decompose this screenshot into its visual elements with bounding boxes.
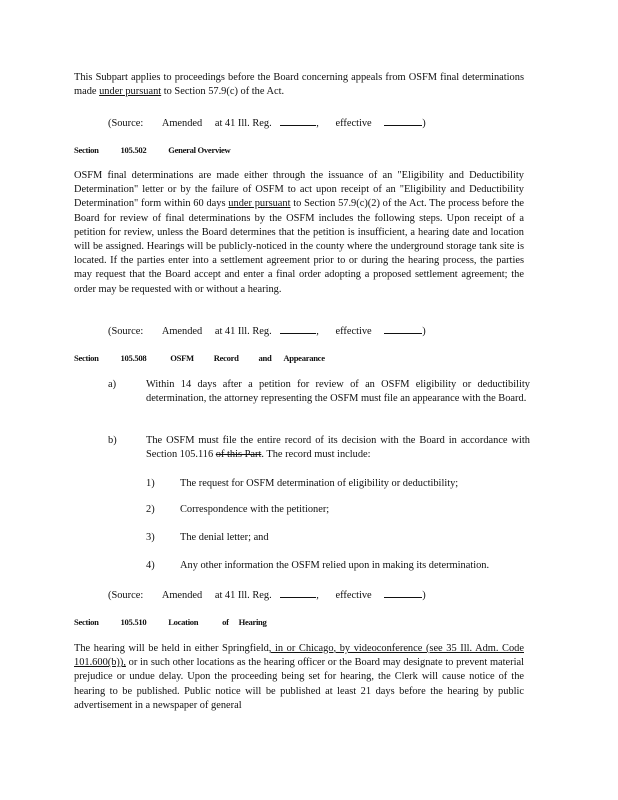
source-amended: Amended [161,326,203,337]
source-amended: Amended [161,590,203,601]
list-item: The denial letter; and [180,532,269,543]
section-title-word: and [258,353,272,363]
section-label: Section [74,617,99,627]
body-text: The OSFM must file the entire record of its decision with the Board in accordance with Section 105.116 [146,435,530,461]
section-510-body [74,642,524,713]
list-item-label: 4) [146,560,155,571]
blank-line [280,323,316,334]
section-heading-502 [74,145,230,155]
body-text: The hearing will be held in either Springfield [74,643,269,654]
list-item-label: 1) [146,478,155,489]
inserted-text: , by videoconference (see 35 Ill. Adm. Code 101.600(b)), [74,643,524,669]
struck-text: of this Part [215,449,262,461]
section-heading-508 [74,353,325,363]
list-item-label: 3) [146,532,155,543]
source-comma: , [316,118,319,129]
source-label: (Source: [108,590,144,601]
subsection-label-b: b) [108,435,117,446]
intro-paragraph [74,71,524,99]
section-title-word: Hearing [238,617,267,627]
blank-line [280,587,316,598]
source-register: at 41 Ill. Reg. [214,590,272,601]
section-title-word: Record [213,353,239,363]
section-label: Section [74,353,99,363]
section-label: Section [74,145,99,155]
source-register: at 41 Ill. Reg. [214,326,272,337]
subsection-b-text [146,434,530,462]
body-text: OSFM final determinations are made either through the issuance of an "Eligibility and Deductibility Determination" letter or by the failure of OSFM to act upon receipt of an "Eligibility and Deductibility Determination" form within 60 days [74,170,524,210]
section-502-body [74,169,524,297]
body-text-end: or in such other locations as the hearing officer or the Board may designate to prevent material prejudice or undue delay. Upon the proceeding being set for hearing, the Clerk will cause notice of the hearing to be published. Public notice will be published at least 21 days before the hearing by public advertisement in a newspaper of general [74,657,524,711]
list-item-label: 2) [146,504,155,515]
blank-line [280,115,316,126]
section-title-word: OSFM [170,353,194,363]
inserted-text: under pursuant [228,198,291,210]
list-item: The request for OSFM determination of eligibility or deductibility; [180,478,459,489]
inserted-text: , in or Chicago [268,643,334,654]
blank-line [384,587,422,598]
inserted-text: under pursuant [99,86,162,98]
source-close: ) [422,590,426,601]
source-comma: , [316,326,319,337]
source-effective: effective [335,590,372,601]
source-label: (Source: [108,326,144,337]
source-close: ) [422,326,426,337]
source-effective: effective [335,118,372,129]
source-note [108,323,426,339]
section-title-word: Appearance [283,353,325,363]
source-label: (Source: [108,118,144,129]
subsection-a-text: Within 14 days after a petition for review of an OSFM eligibility or deductibility determination, the attorney representing the OSFM must file an appearance with the Board. [146,379,530,405]
section-title: General Overview [168,145,231,155]
source-close: ) [422,118,426,129]
source-comma: , [316,590,319,601]
section-number: 105.502 [120,145,147,155]
blank-line [384,115,422,126]
source-amended: Amended [161,118,203,129]
section-title-word: of [222,617,229,627]
section-heading-510 [74,617,267,627]
section-number: 105.508 [120,353,147,363]
subsection-label-a: a) [108,379,117,390]
intro-text-end: to Section 57.9(c) of the Act. [161,86,285,98]
list-item: Correspondence with the petitioner; [180,504,330,515]
source-effective: effective [335,326,372,337]
body-text-end: to Section 57.9(c)(2) of the Act. The process before the Board for review of final determinations by the OSFM includes the following steps. Upon receipt of a petition for review, unless the Board determines that the petition is insufficient, a hearing date and location will be assigned. Hearings will be publicly-noticed in the county where the underground storage tank site is located. If the parties enter into a settlement agreement prior to or during the hearing process, the parties may request that the Board accept and enter a final order adopting a proposed settlement agreement; the order may be requested with or without a hearing. [74,198,525,295]
list-item: Any other information the OSFM relied upon in making its determination. [180,560,490,571]
section-number: 105.510 [120,617,147,627]
section-title-word: Location [168,617,199,627]
source-note [108,587,426,603]
body-text-end: . The record must include: [261,449,371,461]
source-note [108,115,426,131]
source-register: at 41 Ill. Reg. [214,118,272,129]
intro-text: This Subpart applies to proceedings before the Board concerning appeals from OSFM final determinations made [74,72,524,98]
blank-line [384,323,422,334]
